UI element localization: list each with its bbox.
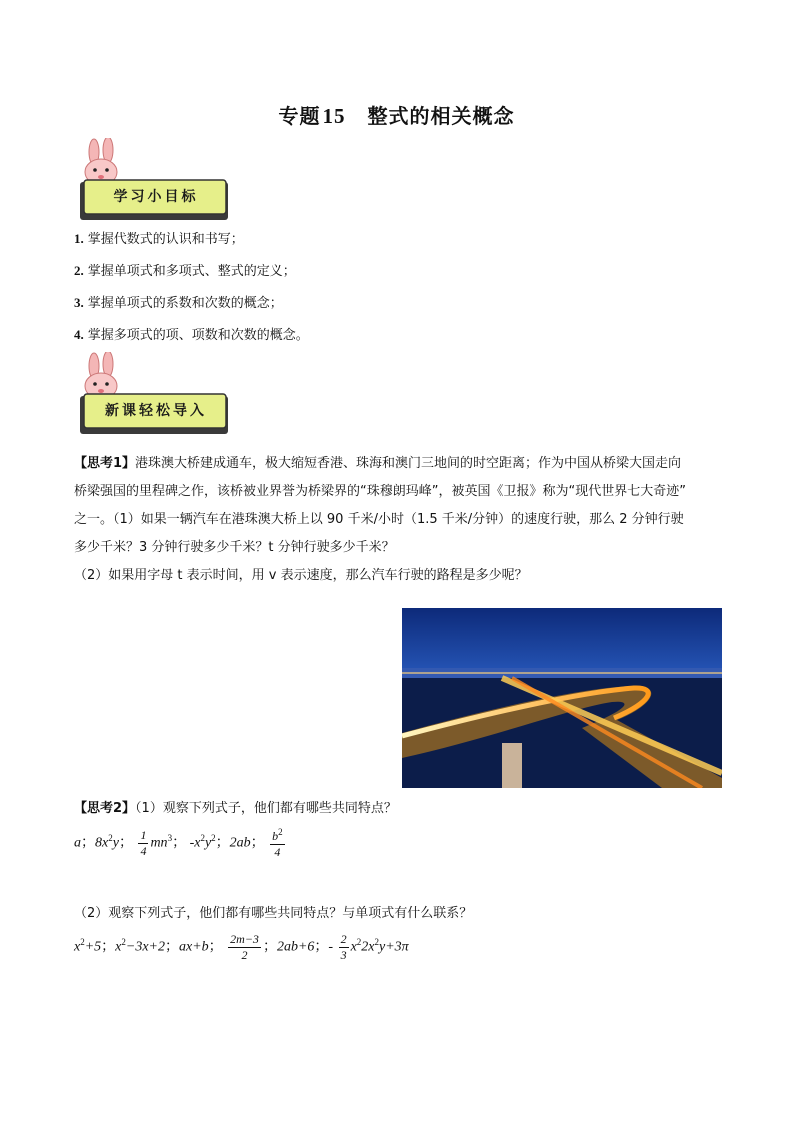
think1-paragraph: 【思考1】港珠澳大桥建成通车，极大缩短香港、珠海和澳门三地间的时空距离；作为中国从桥梁大国走向 桥梁强国的里程碑之作，该桥被业界誉为桥梁界的“珠穆朗玛峰”，被英国《卫报》称为“现代世界七大奇迹” 之一。（1）如果一辆汽车在港珠澳大桥上以 90 千米/小时（1.5 千米/分钟）的速度行驶，那么 2 分钟行驶 多少千米？3 分钟行驶多少千米？t 分钟行驶多少千米？ （2）如果用字母 t 表示时间，用 v 表示速度，那么汽车行驶的路程是多少呢？: [74, 456, 686, 583]
monomials-formula: a；$8x^2y$； $\frac{1}{4}$ $mn^3$； $-x^2y^2$；2ab； $\frac{b^2}{4}$: [74, 827, 283, 859]
think2-paragraph: 【思考2】（1）观察下列式子，他们都有哪些共同特点？: [74, 801, 397, 816]
goal-item: 4. 掌握多项式的项、项数和次数的概念。: [74, 327, 309, 343]
bridge-photo: [402, 608, 722, 788]
goals-banner-label: 学习小目标: [113, 189, 199, 205]
intro-banner-label: 新课轻松导入: [105, 403, 207, 419]
page-title: 专题15 整式的相关概念: [278, 104, 515, 128]
polynomials-formula: $x^2+5$；$x^2-3x+2$；ax+b； $\frac{2m-3}{2}$ ；2ab+6；- $\frac{2}{3}$ $x^22x^2y+3\pi$: [74, 932, 409, 962]
goal-item: 3. 掌握单项式的系数和次数的概念；: [74, 295, 283, 311]
think2-question2: （2）观察下列式子，他们都有哪些共同特点？与单项式有什么联系？: [74, 906, 473, 921]
goals-banner: [74, 138, 234, 230]
goal-item: 2. 掌握单项式和多项式、整式的定义；: [74, 263, 296, 279]
goal-item: 1. 掌握代数式的认识和书写；: [74, 231, 244, 247]
intro-banner: [74, 352, 234, 444]
